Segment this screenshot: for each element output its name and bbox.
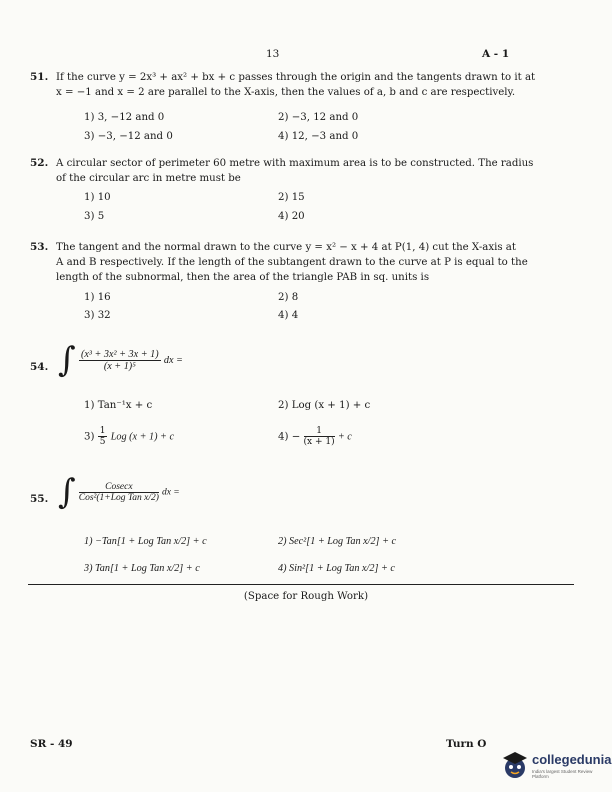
option: 3) −3, −12 and 0	[84, 131, 173, 142]
integral-sign: ∫	[58, 472, 76, 512]
paper-code: SR - 49	[30, 738, 73, 750]
option-fraction: $\frac{1}{(x + 1)}$	[303, 426, 335, 447]
question-text	[56, 156, 576, 186]
dx-label: dx =	[161, 487, 180, 498]
option: 2) Log (x + 1) + c	[278, 400, 371, 411]
dx-label: dx =	[163, 355, 183, 366]
question-line: of the circular arc in metre must be	[56, 173, 241, 184]
question-line: The tangent and the normal drawn to the curve y = x² − x + 4 at P(1, 4) cut the X-axis at	[56, 242, 516, 253]
option: 4) Sin²[1 + Log Tan x/2] + c	[278, 563, 395, 574]
integrand-denominator: (x + 1)⁵	[103, 360, 136, 372]
brand-name: collegedunia	[532, 752, 612, 767]
brand-logo	[500, 748, 612, 784]
integrand-fraction	[79, 349, 161, 372]
option: 3) $\frac{1}{5}$ Log (x + 1) + c	[84, 426, 174, 447]
option: 3) 32	[84, 310, 111, 321]
option-label: 4)	[278, 431, 289, 443]
option: 2) Sec²[1 + Log Tan x/2] + c	[278, 536, 397, 547]
integrand-numerator: (x³ + 3x² + 3x + 1)	[80, 348, 159, 360]
turn-over: Turn O	[446, 738, 487, 750]
option: 4) 4	[278, 310, 299, 321]
question-line: x = −1 and x = 2 are parallel to the X-axis, then the values of a, b and c are respectively.	[56, 87, 516, 98]
option: 2) 8	[278, 292, 299, 303]
question-number: 53.	[30, 241, 49, 253]
option-fraction: $\frac{1}{5}$	[99, 426, 106, 447]
question-number: 54.	[30, 361, 49, 373]
divider	[28, 584, 574, 585]
brand-tagline: India's largest Student Review Platform	[532, 769, 593, 779]
option: 3) Tan[1 + Log Tan x/2] + c	[84, 563, 200, 574]
option-label: 3)	[84, 431, 95, 443]
integrand-denominator: Cos²(1+Log Tan x/2)	[78, 492, 159, 503]
question-line: A circular sector of perimeter 60 metre with maximum area is to be constructed. The radius	[56, 158, 534, 169]
integral-sign: ∫	[58, 340, 76, 380]
option: 4) − $\frac{1}{(x + 1)}$ + c	[278, 426, 352, 447]
rough-work-label: (Space for Rough Work)	[243, 591, 369, 602]
question-line: A and B respectively. If the length of the subtangent drawn to the curve at P is equal to the	[56, 257, 528, 268]
question-number: 55.	[30, 493, 49, 505]
page-number: 13	[266, 48, 280, 60]
question-line: length of the subnormal, then the area of the triangle PAB in sq. units is	[56, 272, 430, 283]
option: 3) 5	[84, 211, 105, 222]
option: 1) 3, −12 and 0	[84, 112, 165, 123]
question-text	[56, 240, 576, 285]
integrand-numerator: Cosecx	[79, 482, 159, 493]
option: 1) 10	[84, 192, 111, 203]
integral-expression	[58, 340, 183, 380]
question-line: If the curve y = 2x³ + ax² + bx + c passes through the origin and the tangents drawn to it at	[56, 72, 536, 83]
option: 4) 20	[278, 211, 305, 222]
option: 2) 15	[278, 192, 305, 203]
option: 1) −Tan[1 + Log Tan x/2] + c	[84, 536, 207, 547]
option: 2) −3, 12 and 0	[278, 112, 359, 123]
integrand-fraction	[79, 482, 159, 503]
graduate-icon	[500, 748, 530, 780]
question-number: 51.	[30, 71, 49, 83]
series-code: A - 1	[482, 48, 510, 60]
integral-expression	[58, 472, 180, 512]
option: 1) Tan⁻¹x + c	[84, 400, 153, 411]
question-text	[56, 70, 576, 100]
option: 1) 16	[84, 292, 111, 303]
option: 4) 12, −3 and 0	[278, 131, 359, 142]
question-number: 52.	[30, 157, 49, 169]
